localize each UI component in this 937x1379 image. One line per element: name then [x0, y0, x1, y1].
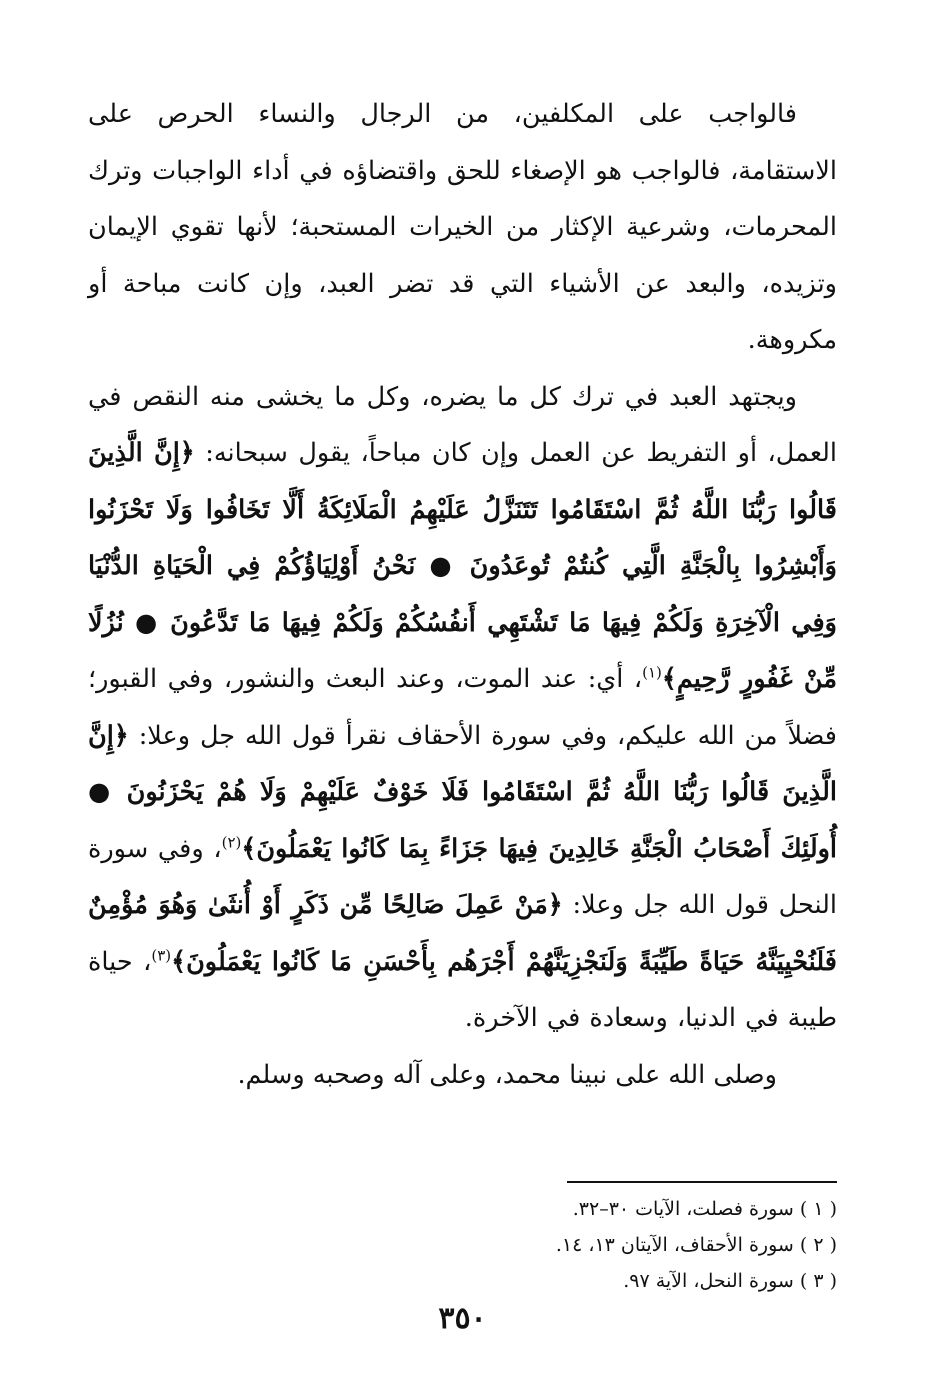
paragraph-text: ويجتهد العبد في ترك كل ما يضره، وكل ما يخشى منه النقص في العمل، أو التفريط عن العمل وإن كان مباحاً، يقول سبحانه: — [88, 381, 837, 468]
book-page — [88, 86, 837, 1379]
footnote-reference: (٣) — [151, 946, 172, 964]
quran-verse: ﴿إِنَّ الَّذِينَ قَالُوا رَبُّنَا اللَّهُ ثُمَّ اسْتَقَامُوا فَلَا خَوْفٌ عَلَيْهِمْ وَلَا هُمْ يَحْزَنُونَ ● أُولَئِكَ أَصْحَابُ الْجَنَّةِ خَالِدِينَ فِيهَا جَزَاءً بِمَا كَانُوا يَعْمَلُونَ﴾ — [88, 720, 837, 864]
footnote-reference: (٢) — [221, 833, 242, 851]
paragraph-text: ، أي: عند الموت، وعند البعث والنشور، وفي القبور؛ فضلاً من الله عليكم، وفي سورة الأحقاف نقرأ قول الله جل وعلا: — [88, 664, 837, 751]
paragraph-text: فالواجب على المكلفين، من الرجال والنساء الحرص على الاستقامة، فالواجب هو الإصغاء للحق واقتضاؤه في أداء الواجبات وترك المحرمات، وشرعية الإكثار من الخيرات المستحبة؛ لأنها تقوي الإيمان وتزيده، والبعد عن الأشياء التي قد تضر العبد، وإن كانت مباحة أو مكروهة. — [88, 99, 837, 355]
body-text — [88, 86, 837, 1047]
footnote-1: ( ١ ) سورة فصلت، الآيات ٣٠–٣٢. — [572, 1198, 837, 1220]
footnote-reference: (١) — [642, 663, 662, 682]
paragraph-2 — [88, 369, 837, 1047]
footnote-3: ( ٣ ) سورة النحل، الآية ٩٧. — [623, 1270, 837, 1292]
paragraph-1 — [88, 86, 837, 369]
footnotes — [88, 1191, 837, 1299]
closing-line: وصلى الله على نبينا محمد، وعلى آله وصحبه وسلم. — [237, 1059, 777, 1090]
footnote-2: ( ٢ ) سورة الأحقاف، الآيتان ١٣، ١٤. — [555, 1234, 837, 1256]
quran-verse: ﴿إِنَّ الَّذِينَ قَالُوا رَبُّنَا اللَّهُ ثُمَّ اسْتَقَامُوا تَتَنَزَّلُ عَلَيْهِمُ الْمَلَائِكَةُ أَلَّا تَخَافُوا وَلَا تَحْزَنُوا وَأَبْشِرُوا بِالْجَنَّةِ الَّتِي كُنتُمْ تُوعَدُونَ ● نَحْنُ أَوْلِيَاؤُكُمْ فِي الْحَيَاةِ الدُّنْيَا وَفِي الْآخِرَةِ وَلَكُمْ فِيهَا مَا تَشْتَهِي أَنفُسُكُمْ وَلَكُمْ فِيهَا مَا تَدَّعُونَ ● نُزُلًا مِّنْ غَفُورٍ رَّحِيمٍ﴾ — [88, 438, 837, 694]
footnote-separator — [567, 1181, 837, 1183]
paragraph-text: ، وفي سورة النحل قول الله جل وعلا: — [88, 833, 837, 920]
paragraph-text: ، حياة طيبة في الدنيا، وسعادة في الآخرة. — [88, 946, 837, 1033]
quran-verse: ﴿مَنْ عَمِلَ صَالِحًا مِّن ذَكَرٍ أَوْ أُنثَىٰ وَهُوَ مُؤْمِنٌ فَلَنُحْيِيَنَّهُ حَيَاةً طَيِّبَةً وَلَنَجْزِيَنَّهُمْ أَجْرَهُم بِأَحْسَنِ مَا كَانُوا يَعْمَلُونَ﴾ — [88, 890, 837, 977]
page-number: ٣٥٠ — [438, 1301, 487, 1336]
